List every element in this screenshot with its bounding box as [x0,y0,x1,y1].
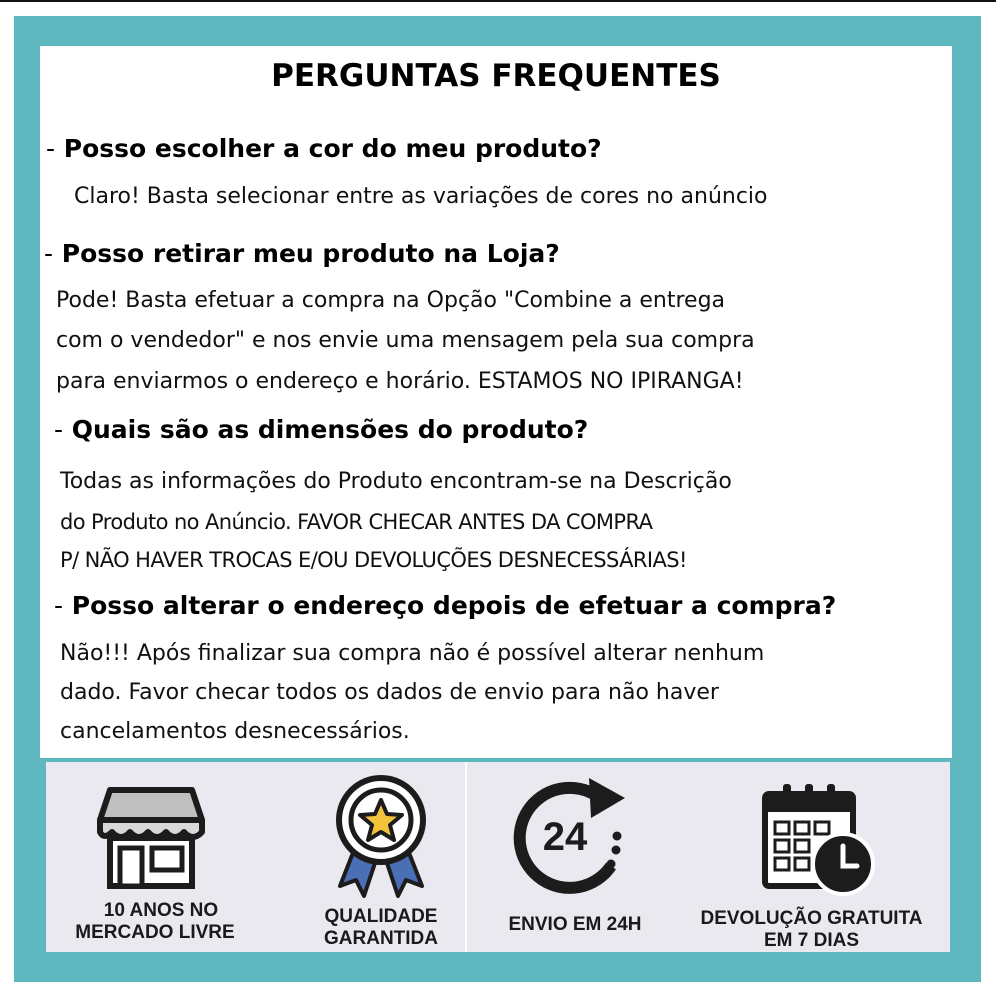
badge-10-anos [46,762,276,952]
faq-answer-2-line-3: para enviarmos o endereço e horário. ESTAMOS NO IPIRANGA! [56,369,744,394]
faq-answer-1-line-1: Claro! Basta selecionar entre as variações de cores no anúncio [74,184,768,209]
faq-answer-3-line-3: P/ NÃO HAVER TROCAS E/OU DEVOLUÇÕES DESNECESSÁRIAS! [60,548,687,572]
faq-panel [40,46,952,758]
dash: - [44,239,54,268]
question-text: Posso alterar o endereço depois de efetuar a compra? [71,591,837,620]
badges-bar [46,762,950,952]
badge-label-line-2: MERCADO LIVRE [75,922,235,943]
question-text: Posso retirar meu produto na Loja? [61,239,560,268]
question-text: Posso escolher a cor do meu produto? [63,134,602,163]
store-icon [96,782,206,892]
badge-devolucao [679,762,950,952]
dash: - [54,591,64,620]
faq-answer-4-line-2: dado. Favor checar todos os dados de envio para não haver [60,680,719,705]
badge-label-line-1: DEVOLUÇÃO GRATUITA [700,908,923,929]
top-border-line [0,0,996,2]
badge-label-line-1: ENVIO EM 24H [508,914,642,935]
faq-question-1 [46,134,602,163]
dash: - [54,415,64,444]
badge-label-line-2: EM 7 DIAS [763,930,860,951]
svg-text:24: 24 [542,815,588,859]
badge-qualidade [296,762,466,952]
badge-label-line-1: QUALIDADE [324,906,438,927]
24h-icon [507,774,637,899]
badge-label-line-2: GARANTIDA [324,928,438,949]
faq-answer-3-line-2: do Produto no Anúncio. FAVOR CHECAR ANTES DA COMPRA [60,510,653,534]
faq-answer-2-line-1: Pode! Basta efetuar a compra na Opção "Combine a entrega [56,288,726,313]
faq-answer-4-line-1: Não!!! Após finalizar sua compra não é possível alterar nenhum [60,641,765,666]
faq-answer-2-line-2: com o vendedor" e nos envie uma mensagem pela sua compra [56,328,755,353]
star-medal-icon [326,770,436,900]
calendar-clock-icon [759,780,879,900]
faq-question-4 [54,591,836,620]
question-text: Quais são as dimensões do produto? [71,415,589,444]
dash: - [46,134,56,163]
faq-answer-3-line-1: Todas as informações do Produto encontram-se na Descrição [60,469,732,494]
faq-question-2 [44,239,560,268]
badge-label-line-1: 10 ANOS NO [103,900,219,921]
faq-title: PERGUNTAS FREQUENTES [271,58,721,94]
badge-envio-24h [467,762,677,952]
faq-answer-4-line-3: cancelamentos desnecessários. [60,719,410,744]
faq-question-3 [54,415,588,444]
